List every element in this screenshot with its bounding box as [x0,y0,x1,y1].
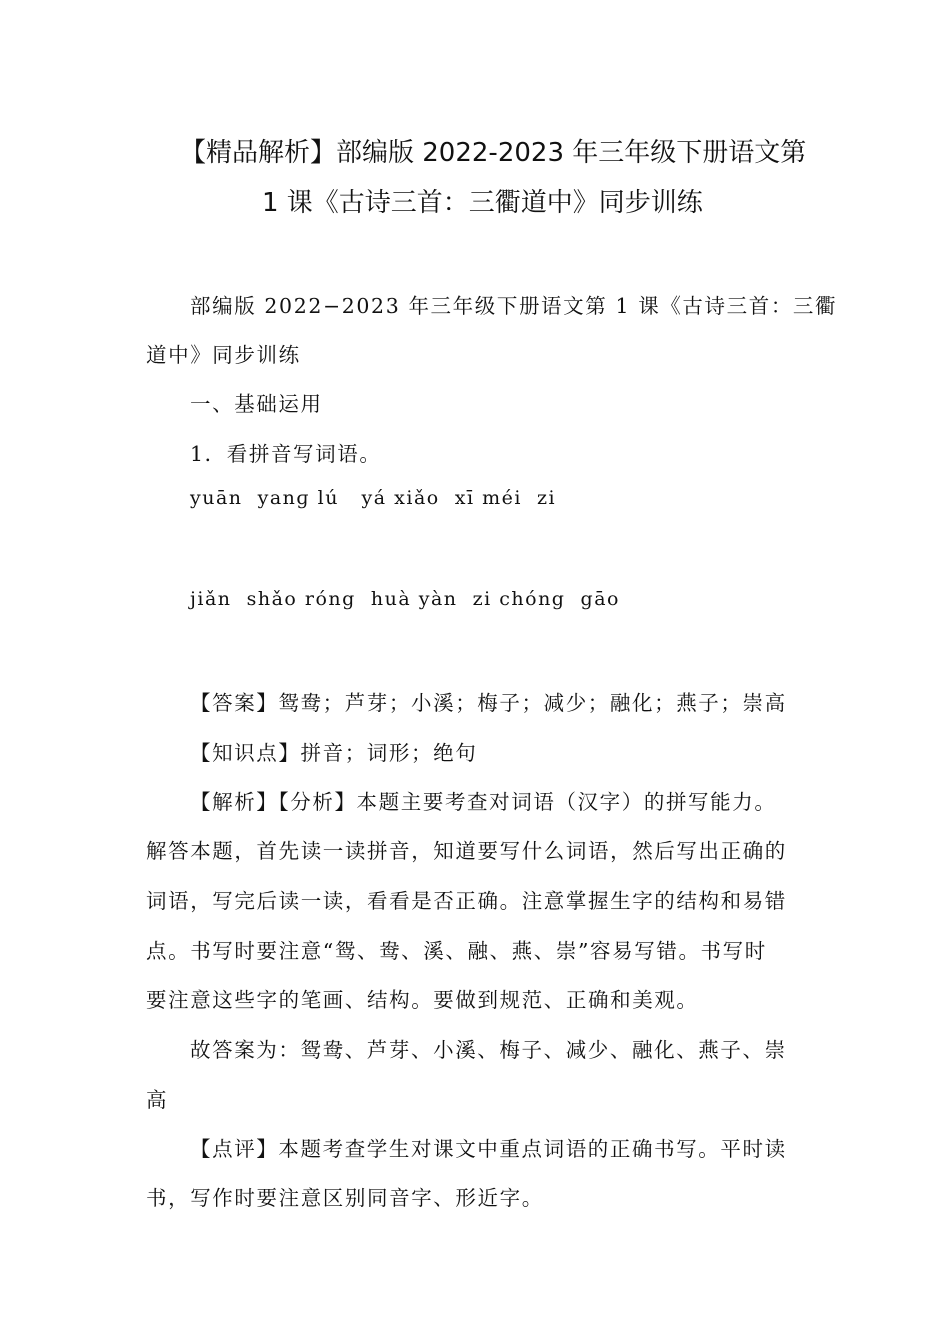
document-title-line-2: 1 课《古诗三首：三衢道中》同步训练 [262,188,703,218]
final-answer-line-1: 故答案为：鸳鸯、芦芽、小溪、梅子、减少、融化、燕子、崇 [190,1038,787,1062]
section-heading: 一、基础运用 [190,392,323,416]
question-1: 1．看拼音写词语。 [190,442,382,466]
analysis-line-2: 解答本题，首先读一读拼音，知道要写什么词语，然后写出正确的 [146,839,787,863]
analysis-line-3: 词语，写完后读一读，看看是否正确。注意掌握生字的结构和易错 [146,889,787,913]
knowledge-line: 【知识点】拼音；词形；绝句 [190,741,478,765]
analysis-line-5: 要注意这些字的笔画、结构。要做到规范、正确和美观。 [146,988,699,1012]
pinyin-row-2: jiǎn shǎo róng huà yàn zi chóng gāo [190,588,620,610]
analysis-line-4: 点。书写时要注意“鸳、鸯、溪、融、燕、崇”容易写错。书写时 [146,939,767,963]
analysis-line-1: 【解析】【分析】本题主要考查对词语（汉字）的拼写能力。 [190,790,777,814]
intro-line-2: 道中》同步训练 [146,343,301,367]
final-answer-line-2: 高 [146,1088,169,1112]
pinyin-row-1: yuān yanɡ lú yá xiǎo xī méi zi [190,487,557,509]
document-title-line-1: 【精品解析】部编版 2022-2023 年三年级下册语文第 [180,138,807,168]
comment-line-2: 书，写作时要注意区别同音字、形近字。 [146,1186,544,1210]
comment-line-1: 【点评】本题考查学生对课文中重点词语的正确书写。平时读 [190,1137,787,1161]
answer-line: 【答案】鸳鸯；芦芽；小溪；梅子；减少；融化；燕子；崇高 [190,691,787,715]
intro-line-1: 部编版 2022−2023 年三年级下册语文第 1 课《古诗三首：三衢 [190,294,838,318]
